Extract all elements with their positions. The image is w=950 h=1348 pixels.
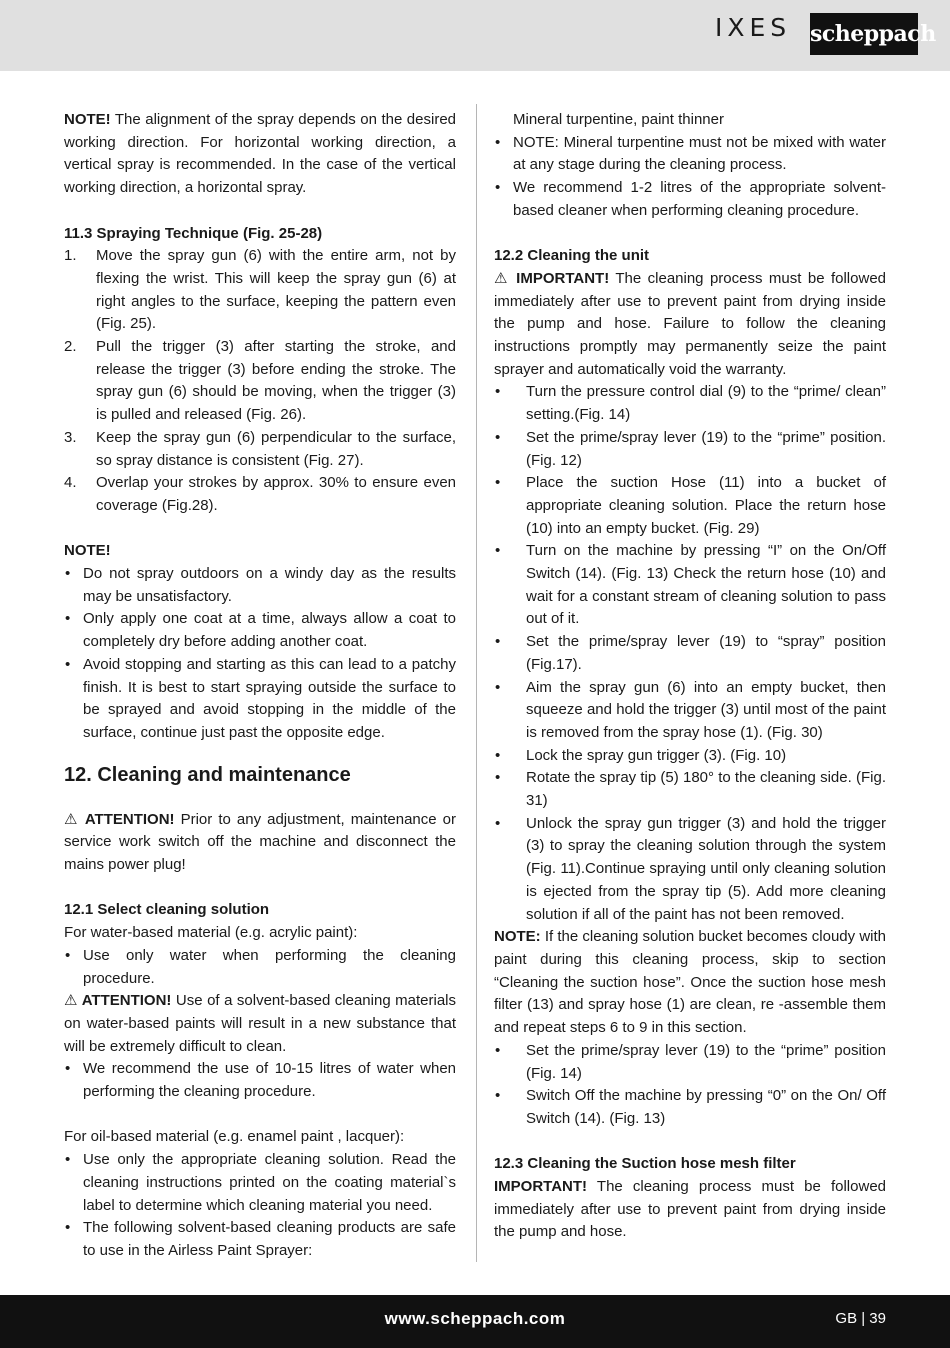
list-item: • NOTE: Mineral turpentine must not be mixed with water at any stage during the cleaning process. (495, 133, 886, 174)
warning-icon: ⚠ (64, 810, 80, 828)
list-item: • Use only the appropriate cleaning solution. Read the cleaning instructions printed on the coating material`s label to determine which cleaning material you need. (65, 1151, 456, 1214)
list-item: • Rotate the spray tip (5) 180° to the cleaning side. (Fig. 31) (495, 769, 886, 810)
website-link: www.scheppach.com (384, 1309, 566, 1328)
attention-paragraph: ⚠ ATTENTION! Use of a solvent-based cleaning materials on water-based paints will result in a new substance that will be extremely difficult to clean. (64, 992, 456, 1055)
section-12-1-title: 12.1 Select cleaning solution (64, 901, 270, 919)
list-item: 1. Move the spray gun (6) with the entire arm, not by flexing the wrist. This will keep the spray gun (6) at right angles to the surface, keeping the pattern even (Fig. 25). (64, 247, 456, 333)
attention-paragraph: ⚠ ATTENTION! Prior to any adjustment, maintenance or service work switch off the machine and disconnect the mains power plug! (64, 810, 456, 874)
list-item: • Use only water when performing the cleaning procedure. (65, 946, 456, 987)
note-text: The alignment of the spray depends on the desired working direction. For horizontal working direction, a vertical spray is recommended. In the case of the vertical working direction, a horizontal spray. (64, 111, 456, 197)
list-item: • Unlock the spray gun trigger (3) and hold the trigger (3) to spray the cleaning solution through the system (Fig. 11).Continue spraying until only cleaning solution is ejected from the spray tip (5). Add more cleaning solution if all of the paint has not been removed. (495, 814, 886, 923)
section-12-3-title: 12.3 Cleaning the Suction hose mesh filter (494, 1155, 796, 1173)
list-item: • The following solvent-based cleaning products are safe to use in the Airless Paint Sprayer: (65, 1219, 456, 1259)
list-item: • Set the prime/spray lever (19) to the “prime” position. (Fig. 12) (495, 428, 886, 469)
list-item: • Place the suction Hose (11) into a bucket of appropriate cleaning solution. Place the return hose (10) into an empty bucket. (Fig. 29) (495, 474, 886, 537)
ixes-brand: IXES (715, 13, 792, 42)
list-item: • Set the prime/spray lever (19) to the “prime” position (Fig. 14) (495, 1041, 886, 1082)
oil-list (64, 1149, 456, 1263)
water-recommend-list (64, 1058, 456, 1103)
list-item: • Switch Off the machine by pressing “0” on the On/ Off Switch (14). (Fig. 13) (495, 1087, 886, 1127)
water-list (64, 945, 456, 990)
list-item: • Turn the pressure control dial (9) to the “prime/ clean” setting.(Fig. 14) (495, 383, 886, 424)
cleaning-steps-list (494, 381, 886, 926)
note-paragraph: NOTE: If the cleaning solution bucket becomes cloudy with paint during this cleaning process, skip to section “Cleaning the suction hose”. Once the suction hose mesh filter (13) and spray hose (1) are clean, re -assemble them and repeat steps 6 to 9 in this section. (494, 928, 886, 1037)
list-item: • We recommend 1-2 litres of the appropriate solvent-based cleaner when performing cleaning procedure. (495, 179, 886, 219)
warning-icon: ⚠ (64, 992, 78, 1010)
list-item: • Set the prime/spray lever (19) to “spray” position (Fig.17). (495, 633, 886, 673)
left-column (64, 109, 456, 1263)
list-item: • Turn on the machine by pressing “I” on the On/Off Switch (14). (Fig. 13) Check the return hose (10) and wait for a constant stream of cleaning solution to pass out of it. (495, 542, 886, 628)
final-steps-list (494, 1040, 886, 1131)
page-footer (0, 1295, 950, 1348)
list-item: • Do not spray outdoors on a windy day as the results may be unsatisfactory. (65, 565, 456, 605)
list-item: 2. Pull the trigger (3) after starting the stroke, and release the trigger (3) before ending the stroke. The spray gun (6) should be moving, when the trigger (3) is pulled and released (Fig. 26). (64, 338, 456, 424)
column-divider (476, 104, 477, 1262)
important-paragraph: IMPORTANT! The cleaning process must be followed immediately after use to prevent paint from drying inside the pump and hose. (494, 1178, 886, 1241)
note-label: NOTE! (64, 542, 111, 560)
warning-icon: ⚠ (494, 269, 510, 287)
list-item: • We recommend the use of 10-15 litres of water when performing the cleaning procedure. (65, 1060, 456, 1101)
note-label: NOTE! (64, 111, 111, 128)
section-12-2-title: 12.2 Cleaning the unit (494, 247, 650, 265)
note-paragraph (64, 109, 456, 200)
list-item: 3. Keep the spray gun (6) perpendicular to the surface, so spray distance is consistent (Fig. 27). (64, 428, 456, 469)
section-11-3-title: 11.3 Spraying Technique (Fig. 25-28) (64, 224, 323, 242)
list-item: • Only apply one coat at a time, always allow a coat to completely dry before adding another coat. (65, 610, 456, 651)
important-paragraph: ⚠ IMPORTANT! The cleaning process must be followed immediately after use to prevent paint from drying inside the pump and hose. Failure to follow the cleaning instructions promptly may permanently seize the paint sprayer and automatically void the warranty. (494, 269, 886, 378)
scheppach-logo: scheppach (810, 13, 918, 55)
list-item: • Lock the spray gun trigger (3). (Fig. 10) (495, 746, 787, 764)
oil-intro: For oil-based material (e.g. enamel paint , lacquer): (64, 1128, 405, 1146)
continued-line: Mineral turpentine, paint thinner (513, 111, 724, 128)
note-list (64, 563, 456, 745)
list-item: • Aim the spray gun (6) into an empty bucket, then squeeze and hold the trigger (3) until most of the paint is removed from the spray hose (1). (Fig. 30) (495, 678, 886, 741)
page-header (0, 0, 950, 71)
section-12-title: 12. Cleaning and maintenance (64, 763, 351, 786)
page-number: GB | 39 (835, 1310, 886, 1327)
solvent-list (494, 132, 886, 223)
spraying-steps-list (64, 245, 456, 517)
list-item: • Avoid stopping and starting as this can lead to a patchy finish. It is best to start spraying outside the surface to be sprayed and avoid stopping in the middle of the surface, continue just past the opposite edge. (65, 655, 456, 741)
right-column (494, 109, 886, 1244)
water-intro: For water-based material (e.g. acrylic paint): (64, 924, 358, 942)
list-item: 4. Overlap your strokes by approx. 30% to ensure even coverage (Fig.28). (64, 474, 456, 514)
